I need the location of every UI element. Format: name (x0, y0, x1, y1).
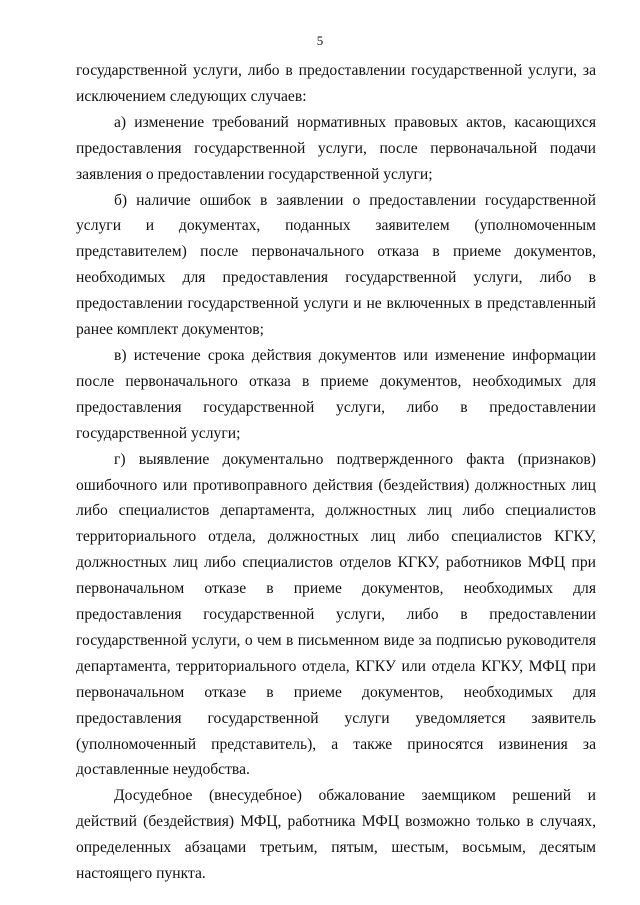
paragraph-item-g: г) выявление документально подтвержденного факта (признаков) ошибочного или противоправного действия (бездействия) должностных лиц либо специалистов департамента, должностных лиц либо специалистов территориального отдела, должностных лиц либо специалистов КГКУ, должностных лиц либо специалистов отделов КГКУ, работников МФЦ при первоначальном отказе в приеме документов, необходимых для предоставления государственной услуги, либо в предоставлении государственной услуги, о чем в письменном виде за подписью руководителя департамента, территориального отдела, КГКУ или отдела КГКУ, МФЦ при первоначальном отказе в приеме документов, необходимых для предоставления государственной услуги уведомляется заявитель (уполномоченный представитель), а также приносятся извинения за доставленные неудобства. (76, 450, 596, 779)
paragraph-item-v: в) истечение срока действия документов или изменение информации после первоначального отказа в приеме документов, необходимых для предоставления государственной услуги, либо в предоставлении государственной услуги; (76, 346, 596, 442)
paragraph-continuation: государственной услуги, либо в предоставлении государственной услуги, за исключением следующих случаев: (76, 62, 596, 105)
document-body (76, 58, 596, 887)
paragraph-item-a: а) изменение требований нормативных правовых актов, касающихся предоставления государственной услуги, после первоначальной подачи заявления о предоставлении государственной услуги; (76, 113, 596, 183)
paragraph-item-b: б) наличие ошибок в заявлении о предоставлении государственной услуги и документах, поданных заявителем (уполномоченным представителем) после первоначального отказа в приеме документов, необходимых для предоставления государственной услуги, либо в предоставлении государственной услуги и не включенных в представленный ранее комплект документов; (76, 191, 596, 339)
page-number: 5 (316, 33, 324, 48)
paragraph-appeal: Досудебное (внесудебное) обжалование заемщиком решений и действий (бездействия) МФЦ, работника МФЦ возможно только в случаях, определенных абзацами третьим, пятым, шестым, восьмым, десятым настоящего пункта. (76, 787, 596, 883)
